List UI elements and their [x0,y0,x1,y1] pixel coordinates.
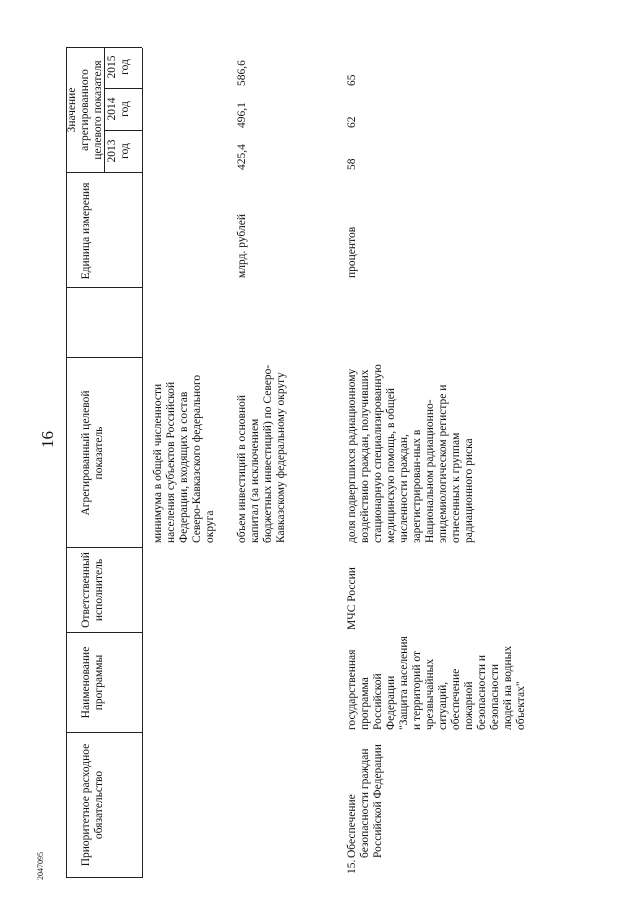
col-border-3 [66,547,142,548]
header-value-group: Значение агрегированного целевого показателя [66,60,104,160]
indicator-table [66,48,606,878]
header-executor: Ответственный исполнитель [80,552,105,628]
value-2014-investment: 496,1 [236,102,248,128]
col-border-0 [66,877,142,878]
value-2014-15: 62 [346,116,358,128]
col-border-1 [66,732,142,733]
col-border-4 [66,357,142,358]
document-id: 2047095 [36,852,45,880]
header-year-2013: 2013 год [106,139,131,163]
value-2013-investment: 425,4 [236,144,248,170]
header-year-2014: 2014 год [106,97,131,121]
rotated-page [66,28,606,878]
col-border-6 [66,172,142,173]
indicator-continuation: минимума в общей численности населения субъектов Российской Федерации, входящих в состав Северо-Кавказского федерального округа [152,374,216,543]
program-15: государственная программа Российской Федерации "Защита населения и территорий от чрезвычайных ситуаций, обеспечение пожарной безопасности и безопасности людей на водных объектах" [346,636,527,730]
col-border-2 [66,632,142,633]
header-year-2015: 2015 год [106,55,131,79]
value-2015-investment: 586,6 [236,60,248,86]
header-obligation: Приоритетное расходное обязательство [80,743,105,867]
header-unit: Единица измерения [80,182,92,280]
obligation-15: Обеспечение безопасности граждан Российской Федерации [346,744,384,858]
page-number: 16 [38,431,57,448]
indicator-investment: объем инвестиций в основной капитал (за исключением бюджетных инвестиций) по Северо-Кавказскому федеральному округу [236,364,287,543]
col-border-5 [66,287,142,288]
header-program: Наименование программы [80,646,105,719]
value-2015-15: 65 [346,74,358,86]
unit-15: процентов [346,226,358,278]
value-2013-15: 58 [346,158,358,170]
unit-investment: млрд. рублей [236,214,248,278]
indicator-15: доля подвергшихся радиационному воздействию граждан, получивших стационарную специализированную медицинскую помощь, в общей численности граждан, зарегистрирован-ных в Национальном радиационно-эпидемиологическом регистре и отнесенных к группам радиационного риска [346,364,475,543]
header-bottom-border [142,48,143,878]
row-number-15: 15. [346,859,358,874]
header-indicator: Агрегированный целевой показатель [80,390,105,516]
executor-15: МЧС России [346,567,358,630]
